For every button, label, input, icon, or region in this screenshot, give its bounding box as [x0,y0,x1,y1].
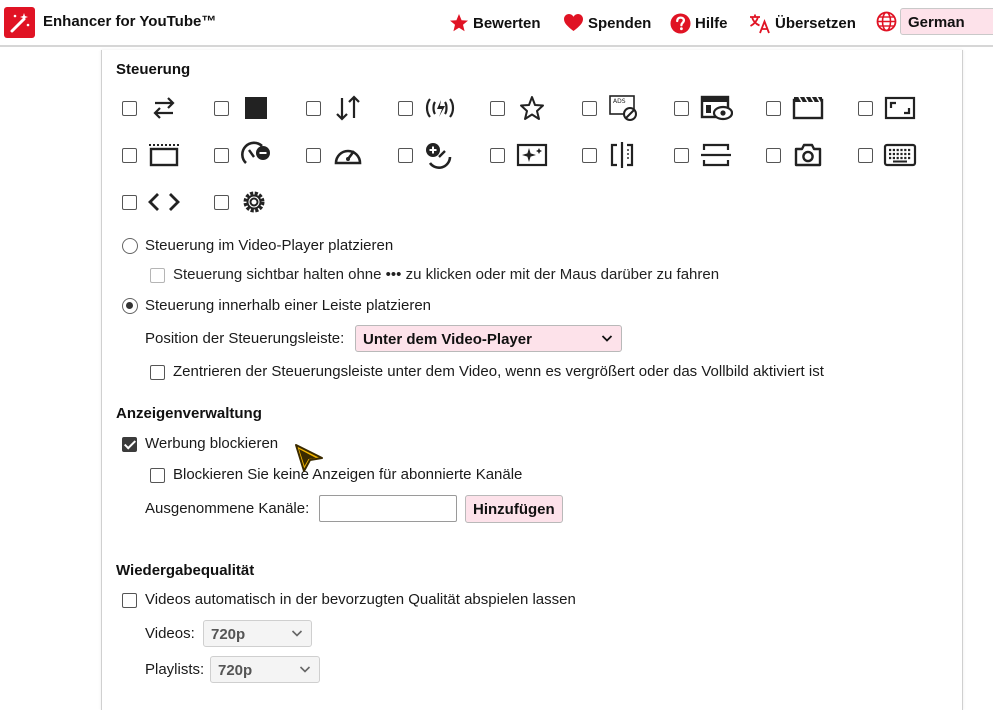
sort-icon [331,93,365,123]
help-icon [670,13,691,34]
control-toggle-checkbox[interactable] [122,148,137,163]
controls-in-bar-radio[interactable] [122,298,138,314]
controls-in-player-label: Steuerung im Video-Player platzieren [145,237,394,254]
control-toggle-checkbox[interactable] [306,148,321,163]
center-bar-label: Zentrieren der Steuerungsleiste unter dem Video, wenn es vergrößert oder das Vollbild aktiviert ist [173,363,824,380]
auto-quality-checkbox[interactable] [122,593,137,608]
camera-icon [791,140,825,170]
chevron-down-icon [299,665,311,674]
control-toggle-checkbox[interactable] [122,195,137,210]
chevron-down-icon [291,629,303,638]
top-bar [0,0,993,47]
help-label: Hilfe [695,14,728,32]
block-ads-checkbox[interactable] [122,437,137,452]
add-channel-button[interactable]: Hinzufügen [465,495,563,523]
controls-in-bar-label: Steuerung innerhalb einer Leiste platzieren [145,297,432,314]
app-title: Enhancer for YouTube™ [43,13,217,30]
excluded-channels-label: Ausgenommene Kanäle: [145,500,310,517]
donate-link[interactable] [563,11,651,35]
settings-icon [239,187,273,217]
videos-quality-value: 720p [211,626,246,643]
auto-quality-label: Videos automatisch in der bevorzugten Qualität abspielen lassen [145,591,576,608]
rate-label: Bewerten [473,14,541,32]
mirror-icon [699,140,733,170]
app-logo [4,7,35,38]
star-outline-icon [515,93,549,123]
control-toggle-checkbox[interactable] [490,101,505,116]
rate-link[interactable] [449,11,541,35]
stop-icon [239,93,273,123]
keyboard-icon [883,140,917,170]
playlists-quality-value: 720p [218,662,253,679]
quality-section-title: Wiedergabequalität [116,562,255,579]
ads-section-title: Anzeigenverwaltung [116,405,262,422]
excluded-channels-input[interactable] [319,495,457,522]
bar-position-select[interactable] [355,325,622,352]
control-toggle-checkbox[interactable] [766,101,781,116]
control-toggle-checkbox[interactable] [858,148,873,163]
eye-icon [699,93,733,123]
videos-quality-select[interactable] [203,620,312,647]
control-toggle-checkbox[interactable] [582,101,597,116]
control-toggle-checkbox[interactable] [306,101,321,116]
control-toggle-checkbox[interactable] [398,148,413,163]
translate-icon [749,13,771,34]
heart-icon [563,13,584,33]
control-toggle-checkbox[interactable] [858,101,873,116]
speed-down-icon [239,140,273,170]
control-toggle-checkbox[interactable] [214,101,229,116]
keep-visible-label: Steuerung sichtbar halten ohne ••• zu klicken oder mit der Maus darüber zu fahren [173,266,720,283]
globe-icon [876,11,897,32]
magic-wand-icon [7,10,32,35]
volume-boost-icon [423,93,457,123]
videos-quality-label: Videos: [145,625,195,642]
control-toggle-checkbox[interactable] [214,195,229,210]
speedometer-icon [331,140,365,170]
control-toggle-checkbox[interactable] [214,148,229,163]
control-toggle-checkbox[interactable] [674,148,689,163]
no-block-subscribed-label: Blockieren Sie keine Anzeigen für abonnierte Kanäle [173,466,523,483]
playlists-quality-select[interactable] [210,656,320,683]
help-link[interactable] [670,11,728,35]
svg-text:ADS: ADS [613,98,626,105]
no-block-subscribed-checkbox[interactable] [150,468,165,483]
control-toggle-checkbox[interactable] [582,148,597,163]
control-toggle-checkbox[interactable] [122,101,137,116]
playlists-quality-label: Playlists: [145,661,205,678]
loop-icon [147,93,181,123]
flip-icon [607,140,641,170]
control-toggle-checkbox[interactable] [766,148,781,163]
expand-icon [883,93,917,123]
translate-link[interactable] [749,11,856,35]
sparkle-icon [515,140,549,170]
controls-section-title: Steuerung [116,61,191,78]
speed-up-icon [423,140,457,170]
screen-size-icon [147,140,181,170]
center-bar-checkbox[interactable] [150,365,165,380]
cinema-icon [791,93,825,123]
keep-visible-checkbox[interactable] [150,268,165,283]
mouse-cursor-icon [293,443,325,473]
code-icon [147,187,181,217]
translate-label: Übersetzen [775,14,856,32]
chevron-down-icon [601,334,613,343]
control-toggle-checkbox[interactable] [398,101,413,116]
control-toggle-checkbox[interactable] [490,148,505,163]
control-toggle-checkbox[interactable] [674,101,689,116]
controls-in-player-radio[interactable] [122,238,138,254]
block-ads-label: Werbung blockieren [145,435,279,452]
donate-label: Spenden [588,14,652,32]
bar-position-value: Unter dem Video-Player [363,331,532,348]
star-icon [449,13,469,33]
language-select[interactable]: German [900,8,993,35]
bar-position-label: Position der Steuerungsleiste: [145,330,345,347]
ads-block-icon [607,93,641,123]
